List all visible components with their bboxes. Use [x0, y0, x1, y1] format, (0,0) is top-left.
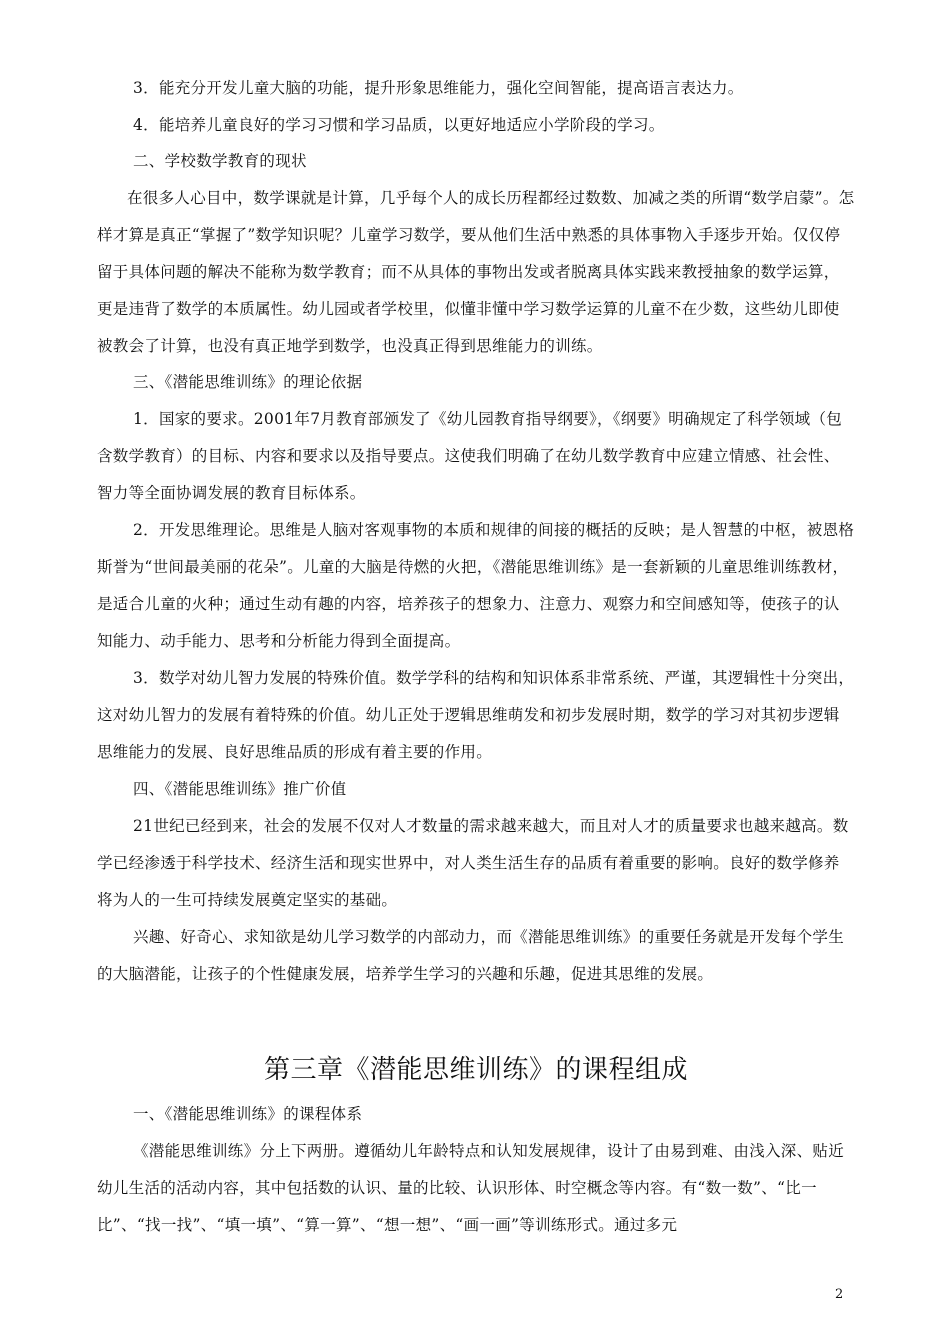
- paragraph-theory-1: 1．国家的要求。2001年7月教育部颁发了《幼儿园教育指导纲要》，《纲要》明确规定了科学领域（包含数学教育）的目标、内容和要求以及指导要点。这使我们明确了在幼儿数学教育中应建立情感、社会性、智力等全面协调发展的教育目标体系。: [97, 410, 843, 502]
- paragraph-value-2: 兴趣、好奇心、求知欲是幼儿学习数学的内部动力，而《潜能思维训练》的重要任务就是开发每个学生的大脑潜能，让孩子的个性健康发展，培养学生学习的兴趣和乐趣，促进其思维的发展。: [97, 928, 845, 983]
- paragraph-point-3: 3．能充分开发儿童大脑的功能，提升形象思维能力，强化空间智能，提高语言表达力。: [133, 79, 744, 97]
- paragraph-theory-2: 2．开发思维理论。思维是人脑对客观事物的本质和规律的间接的概括的反映；是人智慧的中枢，被恩格斯誉为“世间最美丽的花朵”。儿童的大脑是待燃的火把，《潜能思维训练》是一套新颖的儿童思维训练教材，是适合儿童的火种；通过生动有趣的内容，培养孩子的想象力、注意力、观察力和空间感知等，使孩子的认知能力、动手能力、思考和分析能力得到全面提高。: [97, 521, 855, 650]
- section-heading-4: 四、《潜能思维训练》推广价值: [133, 780, 347, 798]
- paragraph-theory-3: 3．数学对幼儿智力发展的特殊价值。数学学科的结构和知识体系非常系统、严谨，其逻辑性十分突出，这对幼儿智力的发展有着特殊的价值。幼儿正处于逻辑思维萌发和初步发展时期，数学的学习对其初步逻辑思维能力的发展、良好思维品质的形成有着主要的作用。: [97, 669, 855, 761]
- paragraph-value-1: 21世纪已经到来，社会的发展不仅对人才数量的需求越来越大，而且对人才的质量要求也越来越高。数学已经渗透于科学技术、经济生活和现实世界中，对人类生活生存的品质有着重要的影响。良好的数学修养将为人的一生可持续发展奠定坚实的基础。: [97, 817, 849, 909]
- paragraph-current-situation: 在很多人心目中，数学课就是计算，几乎每个人的成长历程都经过数数、加减之类的所谓“数学启蒙”。怎样才算是真正“掌握了”数学知识呢？儿童学习数学，要从他们生活中熟悉的具体事物入手逐步开始。仅仅停留于具体问题的解决不能称为数学教育；而不从具体的事物出发或者脱离具体实践来教授抽象的数学运算，更是违背了数学的本质属性。幼儿园或者学校里，似懂非懂中学习数学运算的儿童不在少数，这些幼儿即使被教会了计算，也没有真正地学到数学，也没真正得到思维能力的训练。: [97, 189, 855, 355]
- section-heading-curriculum: 一、《潜能思维训练》的课程体系: [133, 1105, 363, 1123]
- paragraph-curriculum: 《潜能思维训练》分上下两册。遵循幼儿年龄特点和认知发展规律，设计了由易到难、由浅入深、贴近幼儿生活的活动内容，其中包括数的认识、量的比较、认识形体、时空概念等内容。有“数一数”、“比一比”、“找一找”、“填一填”、“算一算”、“想一想”、“画一画”等训练形式。通过多元: [97, 1142, 845, 1234]
- section-heading-2: 二、学校数学教育的现状: [133, 152, 307, 170]
- section-heading-3: 三、《潜能思维训练》的理论依据: [133, 373, 363, 391]
- page-number: 2: [835, 1287, 844, 1302]
- chapter-heading: 第三章《潜能思维训练》的课程组成: [263, 1055, 688, 1085]
- paragraph-point-4: 4．能培养儿童良好的学习习惯和学习品质，以更好地适应小学阶段的学习。: [133, 116, 665, 134]
